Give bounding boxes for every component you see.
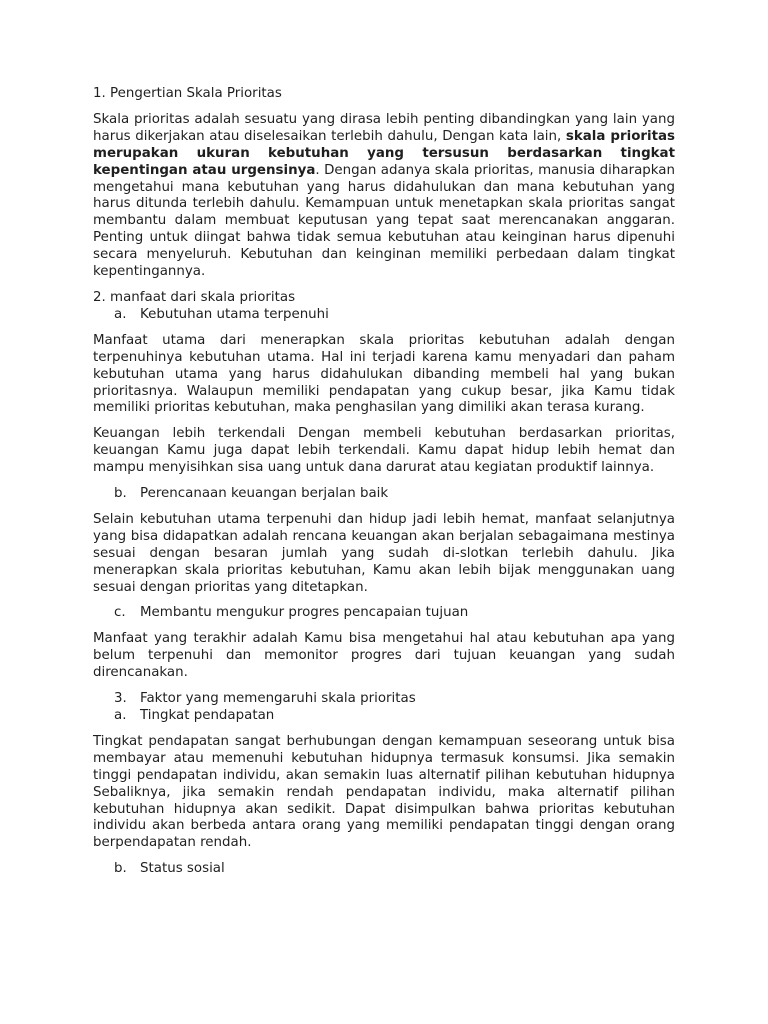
section-1-title: 1. Pengertian Skala Prioritas — [93, 86, 282, 101]
list-marker: 3. — [114, 691, 127, 707]
list-marker: b. — [114, 486, 127, 502]
list-item-label: Tingkat pendapatan — [140, 708, 275, 723]
list-item-label: Membantu mengukur progres pencapaian tujuan — [140, 605, 469, 621]
list-item-label: Status sosial — [140, 861, 225, 877]
paragraph-3a-1: Tingkat pendapatan sangat berhubungan dengan kemampuan seseorang untuk bisa membayar atau memenuhi kebutuhan hidupnya termasuk konsumsi. Jika semakin tinggi pendapatan individu, akan semakin luas alternatif pilihan kebutuhan hidupnya Sebaliknya, jika semakin rendah pendapatan individu, maka alternatif pilihan kebutuhan hidupnya akan sedikit. Dapat disimpulkan bahwa prioritas kebutuhan individu akan berbeda antara orang yang memiliki pendapatan tinggi dengan orang berpendapatan rendah. — [93, 733, 675, 851]
section-3-title — [93, 691, 675, 708]
list-item-3b — [93, 861, 675, 878]
list-item-2c — [93, 605, 675, 622]
list-item-3a — [93, 708, 675, 725]
section-1-paragraph — [93, 112, 675, 281]
paragraph-text: Skala prioritas adalah sesuatu yang dirasa lebih penting dibandingkan yang lain yang harus dikerjakan atau diselesaikan terlebih dahulu, Dengan kata lain, — [93, 111, 675, 144]
paragraph-2c-1: Manfaat yang terakhir adalah Kamu bisa mengetahui hal atau kebutuhan apa yang belum terpenuhi dan memonitor progres dari tujuan keuangan yang sudah direncanakan. — [93, 631, 675, 681]
list-item-2b — [93, 486, 675, 503]
list-item-label: Perencanaan keuangan berjalan baik — [140, 486, 389, 502]
list-marker: c. — [114, 605, 126, 621]
paragraph-2a-1: Manfaat utama dari menerapkan skala prioritas kebutuhan adalah dengan terpenuhinya kebutuhan utama. Hal ini terjadi karena kamu menyadari dan paham kebutuhan utama yang harus didahulukan dibanding membeli hal yang bukan prioritasnya. Walaupun memiliki pendapatan yang cukup besar, jika Kamu tidak memiliki prioritas kebutuhan, maka penghasilan yang dimiliki akan terasa kurang. — [93, 332, 675, 416]
list-item-label: Faktor yang memengaruhi skala prioritas — [140, 691, 416, 707]
section-2-title: 2. manfaat dari skala prioritas — [93, 289, 296, 305]
paragraph-2b-1: Selain kebutuhan utama terpenuhi dan hidup jadi lebih hemat, manfaat selanjutnya yang bisa didapatkan adalah rencana keuangan akan berjalan sebagaimana mestinya sesuai dengan besaran jumlah yang sudah di-slotkan terlebih dahulu. Jika menerapkan skala prioritas kebutuhan, Kamu akan lebih bijak menggunakan uang sesuai dengan prioritas yang ditetapkan. — [93, 511, 675, 595]
list-marker: a. — [114, 708, 127, 723]
list-marker: b. — [114, 861, 127, 877]
paragraph-text: . Dengan adanya skala prioritas, manusia diharapkan mengetahui mana kebutuhan yang harus didahulukan dan mana kebutuhan yang harus ditunda terlebih dahulu. Kemampuan untuk menetapkan skala prioritas sangat membantu dalam membuat keputusan yang tepat saat merencanakan anggaran. Penting untuk diingat bahwa tidak semua kebutuhan atau keinginan harus dipenuhi secara menyeluruh. Kebutuhan dan keinginan memiliki perbedaan dalam tingkat kepentingannya. — [93, 162, 675, 280]
bold-definition: skala prioritas merupakan ukuran kebutuhan yang tersusun berdasarkan tingkat kepentingan atau urgensinya — [93, 128, 675, 178]
document-page — [93, 86, 675, 887]
paragraph-2a-2: Keuangan lebih terkendali Dengan membeli kebutuhan berdasarkan prioritas, keuangan Kamu juga dapat lebih terkendali. Kamu dapat hidup lebih hemat dan mampu menyisihkan sisa uang untuk dana darurat atau kegiatan produktif lainnya. — [93, 426, 675, 476]
list-item-2a — [93, 307, 675, 324]
list-item-label: Kebutuhan utama terpenuhi — [140, 306, 329, 322]
list-marker: a. — [114, 306, 127, 322]
